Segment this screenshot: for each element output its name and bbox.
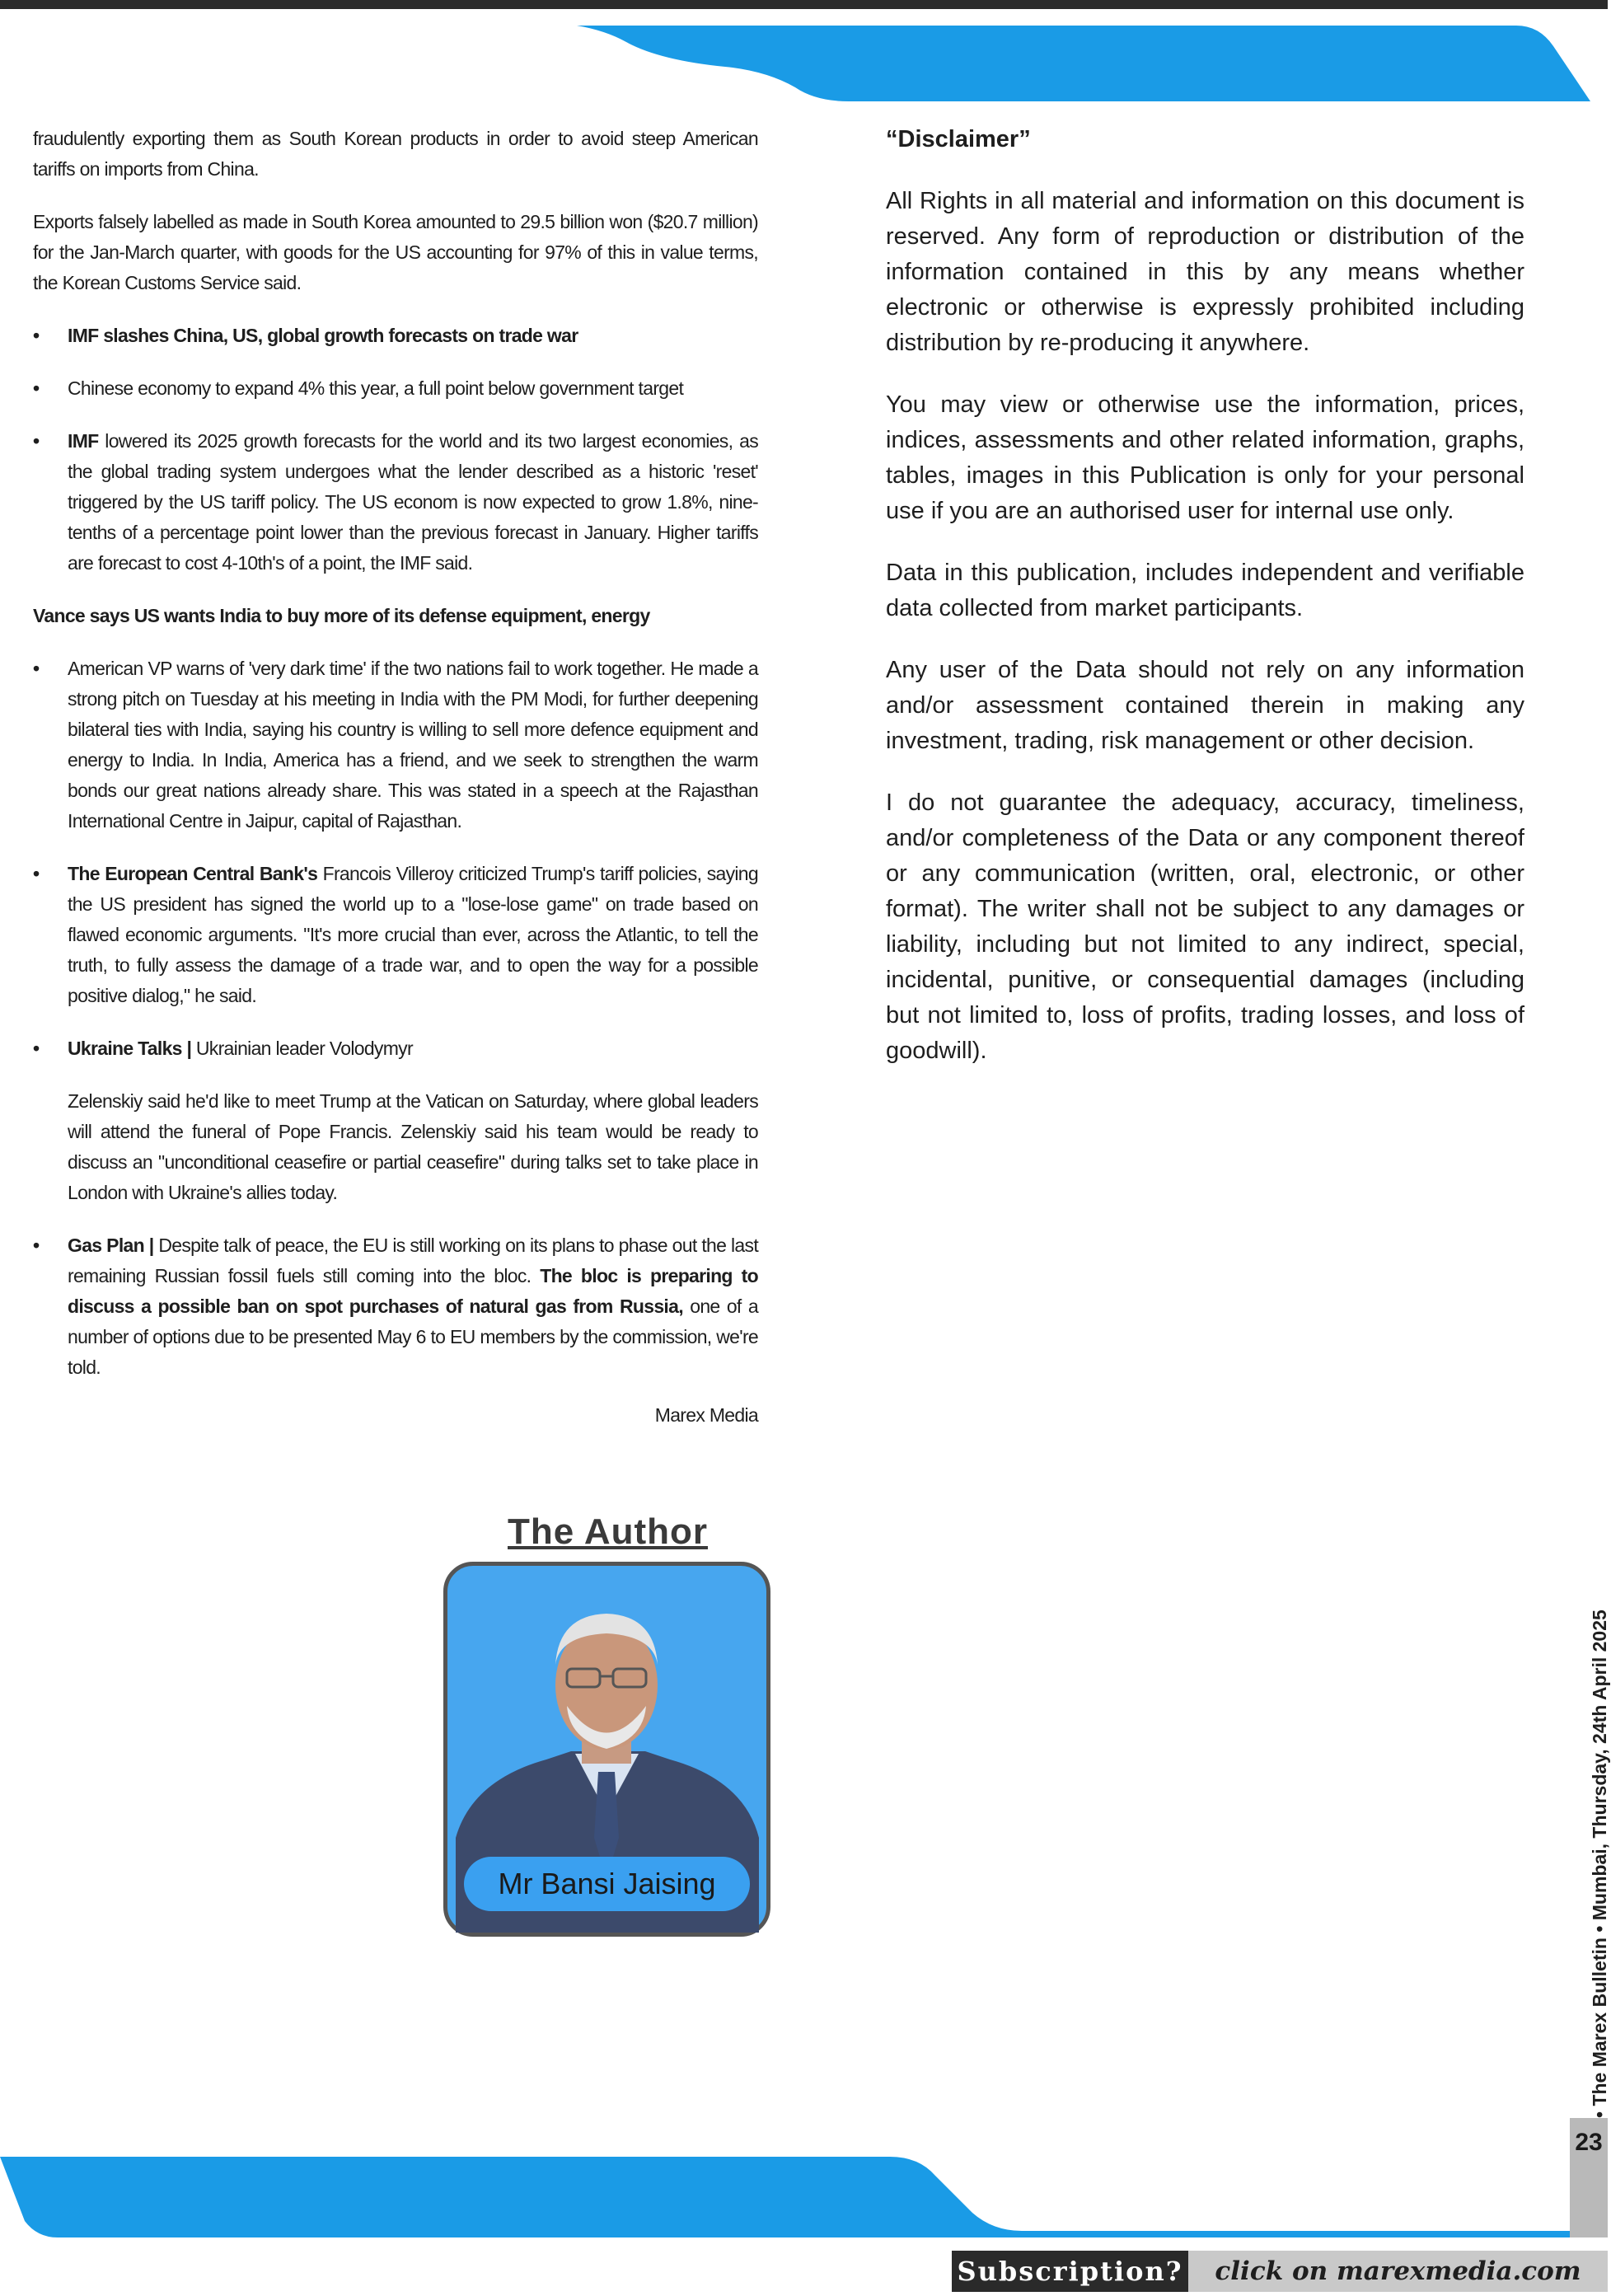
disclaimer-paragraph: Data in this publication, includes independent and verifiable data collected from market participants. xyxy=(886,560,1524,621)
disclaimer-paragraph: Any user of the Data should not rely on any information and/or assessment contained therein in making any investment, trading, risk management or other decision. xyxy=(886,657,1524,754)
author-title: The Author xyxy=(508,1511,708,1552)
bottom-blue-wave xyxy=(0,2155,1570,2237)
author-photo-card xyxy=(443,1562,770,1937)
bullet-lead: The European Central Bank's xyxy=(68,863,318,884)
page-number: 23 xyxy=(1575,2129,1603,2156)
bullet-ecb xyxy=(33,859,758,1011)
section-headline: Vance says US wants India to buy more of its defense equipment, energy xyxy=(33,605,650,626)
vertical-bulletin-caption xyxy=(1572,1541,1610,2118)
bullet-vance: • American VP warns of 'very dark time' if the two nations fail to work together. He made a strong pitch on Tuesday at his meeting in India with the PM Modi, for further deepening bilateral ties with India, saying his country is willing to sell more defence equipment and energy to India. In India, America has a friend, and we seek to strengthen the warm bonds our great nations already share. This was stated in a speech at the Rajasthan International Centre in Jaipur, capital of Rajasthan. xyxy=(33,654,758,836)
bullet-text: one of a number of options due to be presented May 6 to EU members by the commission, we're told. xyxy=(68,1296,759,1378)
subscription-label[interactable]: Subscription? xyxy=(952,2251,1188,2292)
bullet-text: lowered its 2025 growth forecasts for the world and its two largest economies, as the global trading system undergoes what the lender described as a historic 'reset' triggered by the US tariff policy. The US econom is now expected to grow 1.8%, nine-tenths of a percentage point lower than the previous forecast in January. Higher tariffs are forecast to cost 4-10th's of a point, the IMF said. xyxy=(68,430,758,574)
bullet-text: Despite talk of peace, the EU is still working on its plans to phase out the last remaining Russian fossil fuels still coming into the bloc. xyxy=(68,1235,759,1286)
left-article-column xyxy=(33,124,758,1431)
bulletin-caption-text: • The Marex Bulletin • Mumbai, Thursday, 24th April 2025 xyxy=(1589,1610,1610,2118)
bullet-text: Francois Villeroy criticized Trump's tariff policies, saying the US president has signed the world up to a "lose-lose game" on trade based on flawed economic arguments. "It's more crucial than ever, across the Atlantic, to tell the truth, to fully assess the damage of a trade war, and to open the way for a possible positive dialog," he said. xyxy=(68,863,758,1006)
ukraine-paragraph: Zelenskiy said he'd like to meet Trump at the Vatican on Saturday, where global leaders will attend the funeral of Pope Francis. Zelenskiy said his team would be ready to discuss an "unconditional ceasefire or partial ceasefire" during talks set to take place in London with Ukraine's allies today. xyxy=(68,1090,758,1203)
page-number-tab xyxy=(1570,2118,1608,2237)
article-paragraph: fraudulently exporting them as South Korean products in order to avoid steep American tariffs on imports from China. xyxy=(33,128,758,180)
subscription-link[interactable]: click on marexmedia.com xyxy=(1188,2251,1608,2292)
bullet-imf-headline: • IMF slashes China, US, global growth forecasts on trade war xyxy=(33,321,758,351)
disclaimer-paragraph: I do not guarantee the adequacy, accuracy, timeliness, and/or completeness of the Data or any component thereof or any communication (written, oral, electronic, or other format). The writer shall not be subject to any damages or liability, including but not limited to any indirect, special, incidental, punitive, or consequential damages (including but not limited to, loss of profits, trading losses, and loss of goodwill). xyxy=(886,790,1524,1064)
disclaimer-paragraph: All Rights in all material and information on this document is reserved. Any form of reproduction or distribution of the information contained in this by any means whether electronic or otherwise is expressly prohibited including distribution by re-producing it anywhere. xyxy=(886,188,1524,356)
disclaimer-heading: “Disclaimer” xyxy=(886,126,1031,152)
top-blue-wave xyxy=(0,9,1608,104)
bullet-imf-forecast xyxy=(33,426,758,579)
bullet-text: Ukrainian leader Volodymyr xyxy=(191,1038,413,1059)
disclaimer-column xyxy=(886,122,1524,1095)
bullet-emphasis: The bloc is preparing to discuss a possible ban on spot purchases of natural gas from Russia, xyxy=(68,1265,758,1317)
disclaimer-paragraph: You may view or otherwise use the information, prices, indices, assessments and other related information, graphs, tables, images in this Publication is only for your personal use if you are an authorised user for internal use only. xyxy=(886,391,1524,524)
top-dark-bar xyxy=(0,0,1608,9)
bullet-lead: Gas Plan | xyxy=(68,1235,154,1256)
bullet-ukraine xyxy=(33,1033,758,1064)
bullet-gas-plan xyxy=(33,1230,758,1383)
bullet-lead: IMF xyxy=(68,430,99,452)
bullet-china-economy: • Chinese economy to expand 4% this year, a full point below government target xyxy=(33,373,758,404)
article-paragraph: Exports falsely labelled as made in South Korea amounted to 29.5 billion won ($20.7 million) for the Jan-March quarter, with goods for the US accounting for 97% of this in value terms, the Korean Customs Service said. xyxy=(33,211,758,293)
article-signoff: Marex Media xyxy=(654,1404,758,1426)
bullet-lead: Ukraine Talks | xyxy=(68,1038,192,1059)
author-name-badge: Mr Bansi Jaising xyxy=(464,1857,750,1911)
